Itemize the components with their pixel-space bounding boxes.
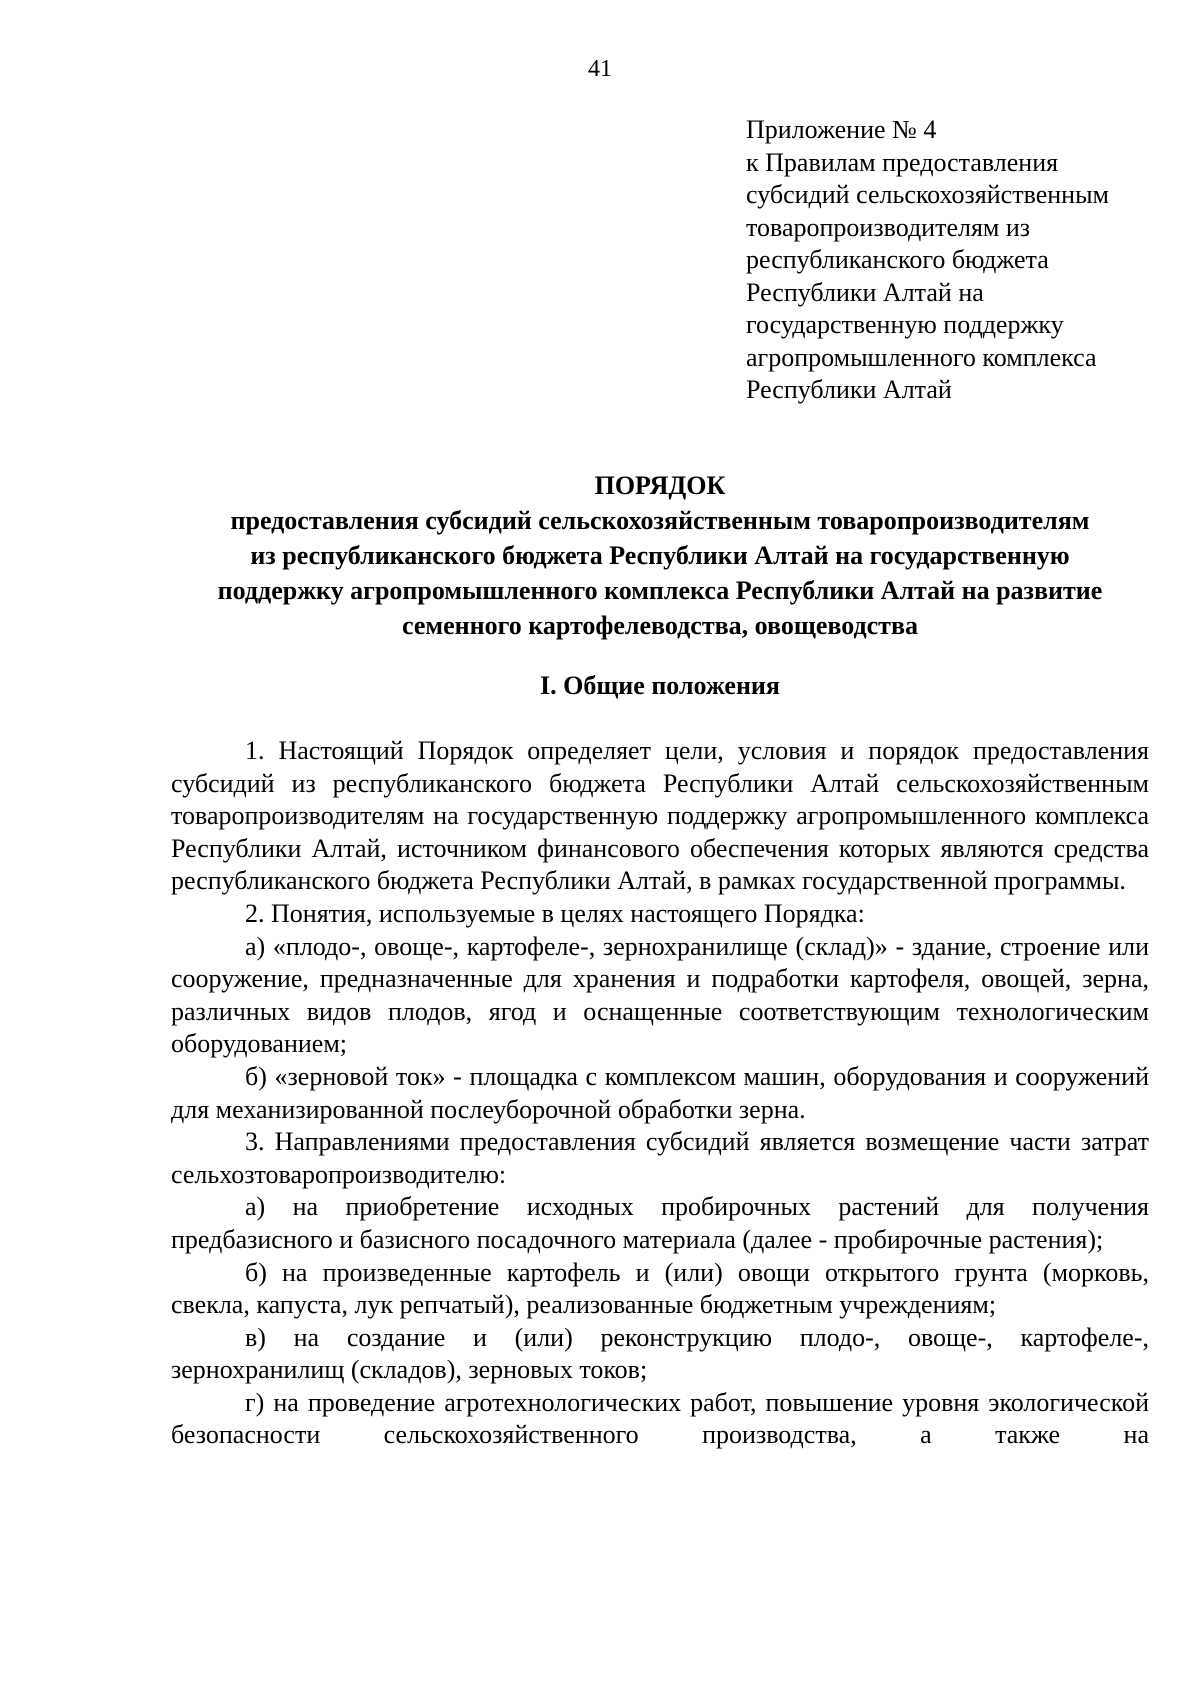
paragraph: 2. Понятия, используемые в целях настоящего Порядка: — [245, 898, 865, 928]
appendix-line: субсидий сельскохозяйственным — [746, 180, 1109, 209]
paragraph: г) на проведение агротехнологических работ, повышение уровня экологической безопасности сельскохозяйственного производства, а также на — [171, 1387, 1149, 1450]
appendix-line: Приложение № 4 — [746, 115, 937, 144]
document-subtitle-line: из республиканского бюджета Республики Алтай на государственную — [250, 541, 1070, 570]
appendix-line: государственную поддержку — [746, 310, 1064, 339]
appendix-line: агропромышленного комплекса — [746, 342, 1097, 372]
document-subtitle-line: поддержку агропромышленного комплекса Республики Алтай на развитие — [217, 576, 1103, 605]
paragraph: а) на приобретение исходных пробирочных растений для получения предбазисного и базисного посадочного материала (далее - пробирочные растения); — [171, 1192, 1149, 1254]
paragraph: 1. Настоящий Порядок определяет цели, условия и порядок предоставления субсидий из республиканского бюджета Республики Алтай сельскохозяйственным товаропроизводителям на государственную поддержку агропромышленного комплекса Республики Алтай, источником финансового обеспечения которых являются средства республиканского бюджета Республики Алтай, в рамках государственной программы. — [171, 736, 1149, 896]
appendix-line: товаропроизводителям из — [746, 212, 1031, 242]
paragraph: в) на создание и (или) реконструкцию плодо-, овоще-, картофеле-, зернохранилищ (складов), зерновых токов; — [171, 1322, 1149, 1385]
paragraph: б) «зерновой ток» - площадка с комплексом машин, оборудования и сооружений для механизированной послеуборочной обработки зерна. — [171, 1061, 1149, 1124]
appendix-line: Республики Алтай на — [746, 277, 984, 307]
document-subtitle-line: предоставления субсидий сельскохозяйственным товаропроизводителям — [230, 506, 1090, 535]
paragraph: б) на произведенные картофель и (или) овощи открытого грунта (морковь, свекла, капуста, лук репчатый), реализованные бюджетным учреждениям; — [171, 1257, 1149, 1320]
document-subtitle-line: семенного картофелеводства, овощеводства — [401, 611, 918, 640]
appendix-line: Республики Алтай — [746, 375, 952, 404]
page-number: 41 — [588, 56, 612, 82]
appendix-line: к Правилам предоставления — [746, 147, 1059, 177]
document-title-block — [150, 468, 1170, 643]
paragraph: а) «плодо-, овоще-, картофеле-, зернохранилище (склад)» - здание, строение или сооружение, предназначенные для хранения и подработки картофеля, овощей, зерна, различных видов плодов, ягод и оснащенные соответствующим технологическим оборудованием; — [171, 931, 1149, 1059]
paragraph: 3. Направлениями предоставления субсидий является возмещение части затрат сельхозтоваропроизводителю: — [171, 1127, 1149, 1189]
section-heading: I. Общие положения — [540, 671, 780, 700]
appendix-block — [746, 114, 1166, 407]
appendix-line: республиканского бюджета — [746, 245, 1049, 274]
document-title: ПОРЯДОК — [594, 471, 726, 500]
document-body — [171, 735, 1149, 1452]
